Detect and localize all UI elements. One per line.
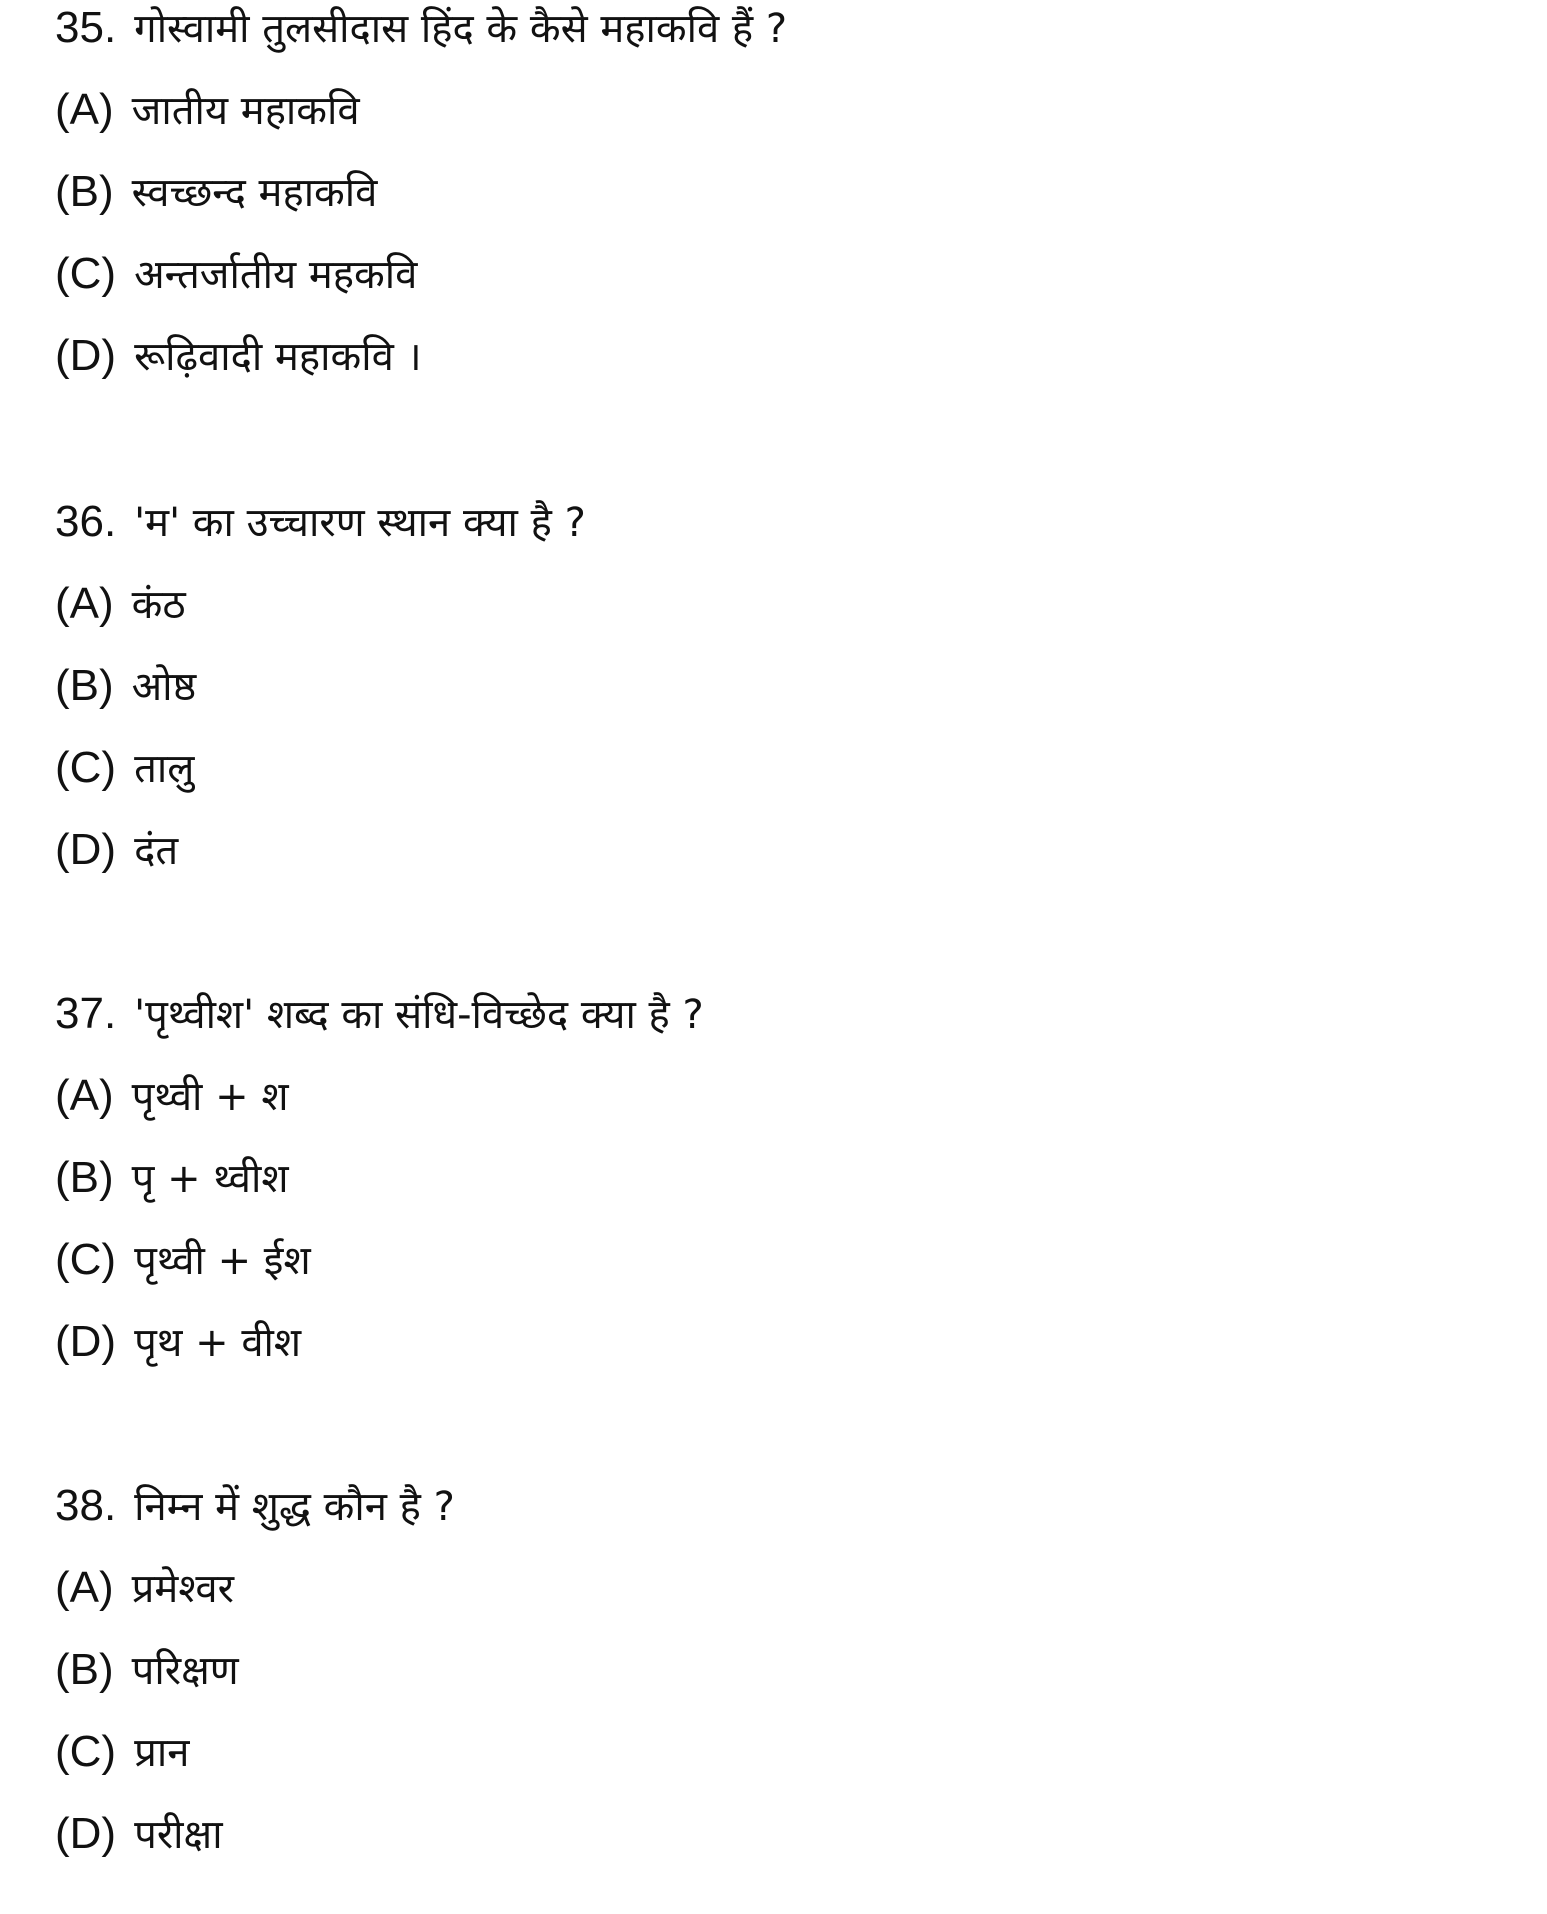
- question-text: [55, 0, 787, 57]
- option-text: कंठ: [131, 582, 186, 628]
- question-text: [55, 494, 586, 551]
- answer-option: [55, 1068, 289, 1125]
- option-text: प्रान: [134, 1730, 190, 1776]
- question-number: 35.: [55, 3, 117, 52]
- answer-option: [55, 740, 194, 797]
- option-label: (C): [55, 743, 117, 792]
- option-text: परिक्षण: [131, 1648, 239, 1694]
- answer-option: [55, 164, 377, 221]
- answer-option: [55, 1642, 239, 1699]
- option-label: (A): [55, 579, 114, 628]
- option-text: परीक्षा: [134, 1812, 223, 1858]
- option-text: स्वच्छन्द महाकवि: [131, 170, 378, 216]
- question-number: 38.: [55, 1481, 117, 1530]
- answer-option: [55, 1560, 234, 1617]
- answer-option: [55, 822, 178, 879]
- answer-option: [55, 1806, 223, 1863]
- answer-option: [55, 658, 196, 715]
- option-text: पृ + थ्वीश: [131, 1156, 289, 1202]
- option-label: (D): [55, 1317, 117, 1366]
- option-label: (A): [55, 1071, 114, 1120]
- answer-option: [55, 1150, 289, 1207]
- question-text: [55, 986, 704, 1043]
- option-text: अन्तर्जातीय महकवि: [134, 252, 418, 298]
- option-text: जातीय महाकवि: [131, 88, 360, 134]
- option-label: (B): [55, 167, 114, 216]
- answer-option: [55, 82, 360, 139]
- option-text: रूढ़िवादी महाकवि ।: [134, 334, 422, 380]
- option-text: दंत: [134, 828, 179, 874]
- option-text: प्रमेश्वर: [131, 1566, 234, 1612]
- answer-option: [55, 246, 417, 303]
- option-label: (C): [55, 1727, 117, 1776]
- option-label: (D): [55, 825, 117, 874]
- option-text: पृथ्वी + श: [131, 1074, 289, 1120]
- option-text: तालु: [134, 746, 195, 792]
- question-text: [55, 1478, 455, 1535]
- option-label: (B): [55, 1645, 114, 1694]
- option-label: (A): [55, 1563, 114, 1612]
- option-label: (B): [55, 661, 114, 710]
- option-label: (D): [55, 1809, 117, 1858]
- question-body: 'म' का उच्चारण स्थान क्या है ?: [134, 500, 586, 546]
- answer-option: [55, 576, 186, 633]
- question-number: 37.: [55, 989, 117, 1038]
- answer-option: [55, 1232, 311, 1289]
- answer-option: [55, 328, 422, 385]
- option-text: पृथ्वी + ईश: [134, 1238, 311, 1284]
- question-body: गोस्वामी तुलसीदास हिंद के कैसे महाकवि हैं ?: [134, 6, 788, 52]
- question-number: 36.: [55, 497, 117, 546]
- question-body: निम्न में शुद्ध कौन है ?: [134, 1484, 455, 1530]
- option-label: (B): [55, 1153, 114, 1202]
- option-label: (C): [55, 1235, 117, 1284]
- answer-option: [55, 1314, 301, 1371]
- answer-option: [55, 1724, 189, 1781]
- option-label: (C): [55, 249, 117, 298]
- option-label: (D): [55, 331, 117, 380]
- question-body: 'पृथ्वीश' शब्द का संधि-विच्छेद क्या है ?: [134, 992, 704, 1038]
- option-text: ओष्ठ: [131, 664, 197, 710]
- option-label: (A): [55, 85, 114, 134]
- option-text: पृथ + वीश: [134, 1320, 302, 1366]
